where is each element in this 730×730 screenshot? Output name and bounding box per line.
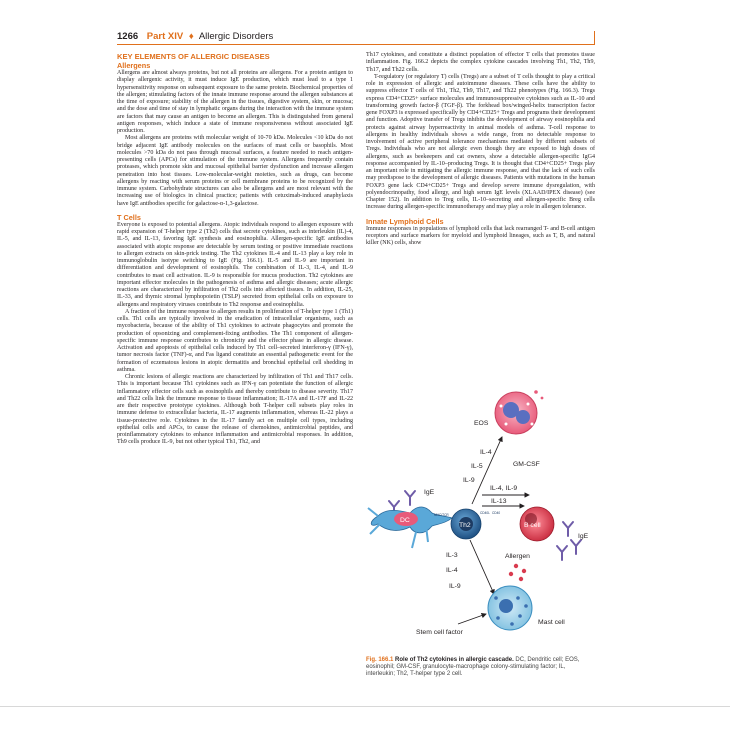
arrow-to-eos xyxy=(472,437,502,504)
allergens-heading: Allergens xyxy=(117,61,151,70)
bcell-label: B cell xyxy=(524,522,541,529)
header-separator: ♦ xyxy=(188,31,194,42)
figure-caption-title: Role of Th2 cytokines in allergic cascade. xyxy=(395,657,514,663)
cd40-label: CD40 xyxy=(492,511,501,515)
dc-label: DC xyxy=(400,517,410,524)
gmcsf-label: GM-CSF xyxy=(513,461,540,468)
page-number: 1266 xyxy=(117,31,139,42)
il3-label: IL-3 xyxy=(446,552,458,559)
allergens-paragraph-2: Most allergens are proteins with molecular weight of 10-70 kDa. Molecules <10 kDa do not bridge adjacent IgE antibody molecules on the surfaces of mast cells or basophils. Most molecules >70 kDa do not pass through mucosal surfaces, a feature needed to reach antigen-presenting cells (APCs) for stimulation of the immune system. Allergens frequently contain proteases, which promote skin and mucosal epithelial barrier dysfunction and increase allergen penetration into host tissues. Low-molecular-weight moieties, such as drugs, can become allergens by reacting with serum proteins or cell membrane proteins to be recognized by the immune system. Carbohydrate structures can also be allergens and are most relevant with the increasing use of biologics in clinical practice; patients with cetuximab-induced anaphylaxis have IgE antibodies specific for galactose-α-1,3-galactose. xyxy=(117,135,353,207)
ige-antibodies-right xyxy=(557,522,581,560)
il9-top-label: IL-9 xyxy=(463,477,475,484)
left-column xyxy=(117,52,353,447)
allergen-particles xyxy=(509,564,526,581)
il4-il9-label: IL-4, IL-9 xyxy=(490,485,518,492)
right-paragraph-1: Th17 cytokines, and constitute a distinct population of effector T cells that promotes tissue inflammation. Fig. 166.2 depicts the complex cytokine cascades involving Th1, Th2, Th9, Th17, and Th22 cells. xyxy=(366,52,595,73)
eosinophil-cell xyxy=(495,390,543,434)
running-header xyxy=(117,31,595,45)
allergens-paragraph-1: Allergens are almost always proteins, but not all proteins are allergens. For a protein antigen to display allergenic activity, it must induce IgE production, which must lead to a type 1 hypersensitivity response on subsequent exposure to the same protein. Biochemical properties of the allergen; stimulating factors of the innate immune response around the allergen substances at the time of exposure; stability of the allergen in the tissues, digestive system, skin, or mucosa; and the dose and time of stay in lymphatic organs during the interaction with the immune system are factors that may cause an antigen to become an allergen. This is distinguished from general antigen responses, which induce a state of immune responsiveness without associated IgE production. xyxy=(117,70,353,134)
il4-bottom-label: IL-4 xyxy=(446,567,458,574)
tcells-heading: T Cells xyxy=(117,212,141,222)
tcells-paragraph-1: Everyone is exposed to potential allergens. Atopic individuals respond to allergen exposure with rapid expansion of T-helper type 2 (Th2) cells that secrete cytokines, such as interleukin (IL)-4, IL-5, and IL-13, favoring IgE synthesis and eosinophilia. Allergen-specific IgE antibodies associated with atopic response are detectable by serum testing or positive immediate reactions to allergen extracts on skin-prick testing. The Th2 cytokines IL-4 and IL-13 play a key role in immunoglobulin isotype switching to IgE (Fig. 166.1). IL-5 and IL-9 are important in differentiation and development of eosinophils. The combination of IL-3, IL-4, and IL-9 contributes to mast cell activation. IL-9 is responsible for mucus production. Th2 cytokines are important effector molecules in the pathogenesis of asthma and allergic diseases; acute allergic reactions are characterized by infiltration of Th2 cells into affected tissues. In addition, IL-25, IL-33, and thymic stromal lymphopoietin (TSLP) secreted from epithelial cells on exposure to allergens and respiratory viruses contribute to Th2 response and eosinophilia. xyxy=(117,221,353,308)
figure-number: Fig. 166.1 xyxy=(366,657,394,663)
header-rule-tick xyxy=(594,31,595,45)
mast-cell xyxy=(488,586,532,630)
figure-caption-text: DC, Dendritic cell; EOS, eosinophil; GM-CSF, granulocyte-macrophage colony-stimulating factor; IL, interleukin; Th2, T-helper type 2 cell. xyxy=(366,657,580,678)
ige-left-label: IgE xyxy=(424,489,435,496)
cd40l-label: CD40L xyxy=(480,511,490,515)
th2-cascade-figure xyxy=(366,376,595,654)
tcells-paragraph-3: Chronic lesions of allergic reactions are characterized by infiltration of Th1 and Th17 cells. This is important because Th1 cytokines such as IFN-γ can potentiate the function of allergic inflammatory effector cells such as eosinophils and thereby contribute to disease severity. Th17 and Th22 cells link the immune response to tissue inflammation; IL-17A and IL-17F and IL-22 are their respective prototype cytokines. Although both T-helper cell subsets play roles in immune defense to extracellular bacteria, IL-17 augments inflammation, whereas IL-22 plays a tissue-protective role. Cytokines in the IL-17 family act on multiple cell types, including epithelial cells and APCs, to cause the release of chemokines, antimicrobial peptides, and proinflammatory cytokines to enhance inflammation and antimicrobial responses. In addition, Th9 cells produce IL-9, but not other typical Th1, Th2, and xyxy=(117,374,353,446)
eos-label: EOS xyxy=(474,420,489,427)
part-label: Part XIV xyxy=(146,31,184,42)
right-column xyxy=(366,52,595,247)
chapter-title: Allergic Disorders xyxy=(198,31,274,42)
th2-label: Th2 xyxy=(459,522,471,529)
il9-bottom-label: IL-9 xyxy=(449,583,461,590)
mhc-label: MHC/TCR xyxy=(434,513,449,517)
header-rule xyxy=(117,44,595,45)
il13-label: IL-13 xyxy=(491,498,507,505)
arrow-to-mast xyxy=(470,540,494,594)
il5-label: IL-5 xyxy=(471,463,483,470)
section-title: KEY ELEMENTS OF ALLERGIC DISEASES xyxy=(117,52,270,61)
stem-cell-factor-label: Stem cell factor xyxy=(416,629,463,636)
figure-caption xyxy=(366,657,595,679)
tregs-paragraph: T-regulatory (or regulatory T) cells (Tregs) are a subset of T cells thought to play a critical role in expression of allergic and autoimmune diseases. These cells have the ability to suppress effector T cells of Th1, Th2, Th9, Th17, and Th22 phenotypes (Fig. 166.3). Tregs express CD4+CD25+ surface molecules and immunosuppressive cytokines such as IL-10 and transforming growth factor-β (TGF-β). The forkhead box/winged-helix transcription factor gene FOXP3 is expressed specifically by CD4+CD25+ Tregs and programs their development and function. Adoptive transfer of Tregs inhibits the development of airway eosinophilia and protects against airway hyperreactivity in animal models of asthma. T-cell response to allergens in healthy individuals shows a wide range, from no detectable response to involvement of active peripheral tolerance mechanisms mediated by different subsets of Tregs. Individuals who are not allergic even though they are exposed to high doses of allergens, such as beekeepers and cat owners, show a detectable allergen-specific IgG4 response accompanied by IL-10–producing Tregs. It is thought that CD4+CD25+ Tregs play an important role in mitigating the allergic immune response, and that the lack of such cells may predispose to the development of allergic diseases. Patients with mutations in the human FOXP3 gene lack CD4+CD25+ Tregs and develop severe immune dysregulation, with polyendocrinopathy, food allergy, and high serum IgE levels (XLAAD/IPEX disease) (see Chapter 152). In addition to Treg cells, IL-10–secreting and allergen-specific Breg cells increase during allergen-specific immunotherapy and may play a role in allergen tolerance. xyxy=(366,73,595,211)
innate-heading: Innate Lymphoid Cells xyxy=(366,216,444,226)
mast-cell-label: Mast cell xyxy=(538,619,565,626)
innate-paragraph-1: Immune responses in populations of lymphoid cells that lack rearranged T- and B-cell antigen receptors and surface markers for myeloid and lymphoid lineages, such as T, B, and natural killer (NK) cells, show xyxy=(366,225,595,246)
arrow-stem-cell-factor xyxy=(458,614,486,624)
page-bottom-rule xyxy=(0,706,730,707)
tcells-paragraph-2: A fraction of the immune response to allergen results in proliferation of T-helper type 1 (Th1) cells. Th1 cells are typically involved in the eradication of intracellular organisms, such as mycobacteria, because of the ability of Th1 cytokines to activate phagocytes and promote the production of opsonizing and complement-fixing antibodies. The Th1 component of allergen-specific immune response contributes to chronicity and the effector phase in allergic disease. Activation and apoptosis of epithelial cells induced by Th1 cell–secreted interferon-γ (IFN-γ), tumor necrosis factor (TNF)-α, and Fas ligand constitute an essential pathogenetic event for the formation of eczematous lesions in atopic dermatitis and bronchial epithelial cell shedding in asthma. xyxy=(117,308,353,373)
ige-right-label: IgE xyxy=(578,533,589,540)
il4-top-label: IL-4 xyxy=(480,449,492,456)
allergen-label: Allergen xyxy=(505,553,530,560)
